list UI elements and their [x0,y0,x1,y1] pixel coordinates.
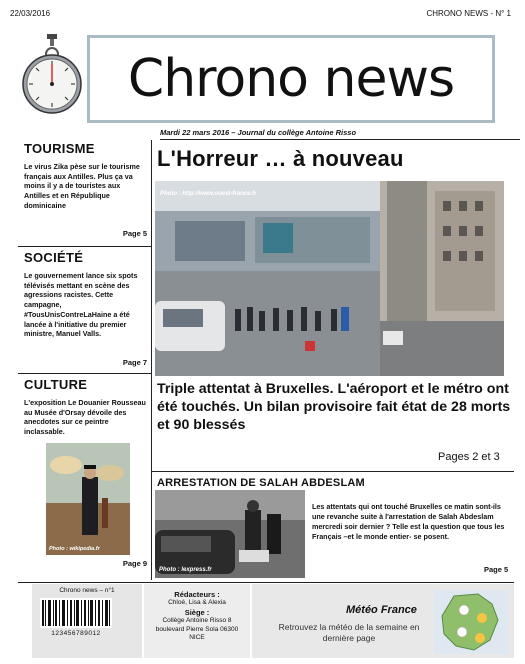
redacteurs-names: Chloé, Lisa & Alexia [168,599,226,606]
siege-title: Siège : [184,607,210,617]
painting-image [46,443,130,555]
section-tourisme [18,141,151,247]
masthead [87,35,495,123]
barcode-icon [40,598,112,628]
section-divider [152,471,514,472]
barcode-number: 123456789012 [51,630,101,637]
arrest-photo [155,490,305,578]
weather-map-icon [434,590,508,654]
section-culture [18,377,151,587]
main-headline: L'Horreur … à nouveau [157,146,404,171]
airport-photo [155,181,504,376]
arrest-page: Page 5 [484,565,509,574]
section-text: L'exposition Le Douanier Rousseau au Musée d'Orsay dévoile des anecdotes sur ce peintre inclassable. [24,398,146,437]
lead-pages: Pages 2 et 3 [438,451,500,463]
footer-issue: Chrono news – n°1 [59,587,115,594]
column-divider [151,140,152,580]
arrest-photo-caption: Photo : lexpress.fr [159,567,212,573]
siege-address: Collège Antoine Risso 8 boulevard Pierre Sola 06300 NICE [155,616,239,642]
dateline: Mardi 22 mars 2016 – Journal du collège Antoine Risso [160,128,520,140]
newspaper-title: Chrono news [127,49,455,109]
section-page: Page 7 [122,358,147,367]
meteo-text: Retrouvez la météo de la semaine en dernière page [278,622,420,644]
culture-painting [46,443,130,555]
left-column [18,138,151,587]
section-title: CULTURE [24,377,88,392]
section-title: TOURISME [24,141,95,156]
footer-divider [18,582,514,583]
arrest-title: ARRESTATION DE SALAH ABDESLAM [157,477,365,489]
stopwatch-icon [20,32,84,120]
photo-caption: Photo : http://www.ouest-france.fr [160,191,257,197]
section-page: Page 9 [122,559,147,568]
section-text: Le gouvernement lance six spots télévisés mettant en scène des agressions racistes. Cette campagne, #TousUnisContreLaHaine a été lancée à l'initiative du premier ministre, Manuel Valls. [24,271,138,339]
footer-credits [144,584,250,658]
redacteurs-title: Rédacteurs : [174,590,220,599]
section-text: Le virus Zika pèse sur le tourisme français aux Antilles. Plus ça va moins il y a de touristes aux Antilles et en République dominicaine [24,162,140,210]
section-societe [18,250,151,374]
issue-number: CHRONO NEWS - N° 1 [426,9,511,18]
arrest-text: Les attentats qui ont touché Bruxelles ce matin sont-ils une revanche suite à l'arrestation de Salah Abdeslam mercredi soir dernier ? Telle est la question que tous les Français –et le monde entier- se posent. [312,502,505,542]
lead-text: Triple attentat à Bruxelles. L'aéroport et le métro ont été touchés. Un bilan provisoire fait état de 28 morts et 90 blessés [157,381,511,434]
section-page: Page 5 [122,229,147,238]
arrest-image [155,490,305,578]
section-title: SOCIÉTÉ [24,250,84,265]
meteo-title: Météo France [346,604,417,616]
issue-date: 22/03/2016 [10,9,51,18]
painting-caption: Photo : wikipedia.fr [49,545,100,552]
main-photo [155,181,504,376]
